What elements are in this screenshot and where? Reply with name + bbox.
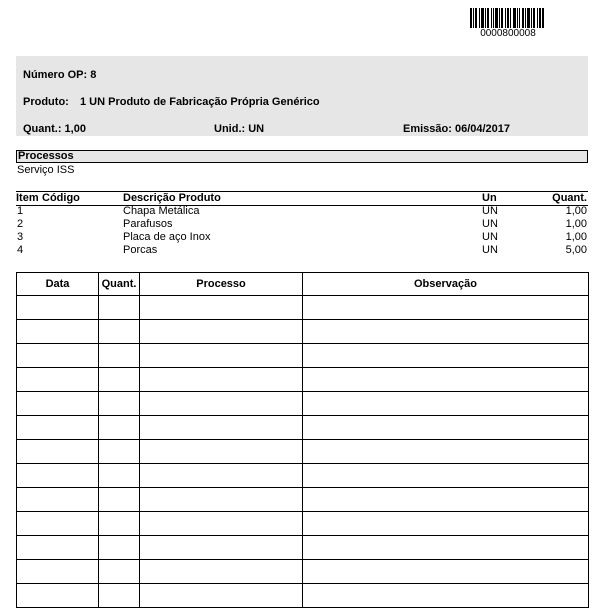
table-row: [17, 584, 589, 608]
item-number: 4: [17, 244, 24, 256]
cell-data: [17, 368, 99, 392]
table-row: [17, 392, 589, 416]
item-descricao: Chapa Metálica: [123, 205, 200, 217]
col-codigo: Código: [42, 192, 80, 204]
cell-data: [17, 512, 99, 536]
col-descricao: Descrição Produto: [123, 192, 221, 204]
items-table-header: [16, 191, 588, 206]
table-row: [17, 416, 589, 440]
cell-processo: [140, 536, 303, 560]
col-item: Item: [16, 192, 39, 204]
cell-processo: [140, 488, 303, 512]
item-quant: 1,00: [565, 205, 587, 217]
cell-quant: [99, 392, 140, 416]
cell-quant: [99, 488, 140, 512]
cell-data: [17, 488, 99, 512]
cell-observacao: [303, 512, 589, 536]
cell-observacao: [303, 416, 589, 440]
cell-processo: [140, 416, 303, 440]
item-quant: 5,00: [565, 244, 587, 256]
quantidade: Quant.: 1,00: [23, 123, 86, 135]
item-un: UN: [482, 231, 498, 243]
item-un: UN: [482, 218, 498, 230]
col-observacao: Observação: [303, 273, 589, 296]
barcode-image: [470, 8, 544, 28]
unidade: Unid.: UN: [214, 123, 265, 135]
cell-processo: [140, 440, 303, 464]
cell-observacao: [303, 440, 589, 464]
order-header: [16, 56, 588, 136]
cell-processo: [140, 560, 303, 584]
table-row: [17, 296, 589, 320]
table-row: [17, 512, 589, 536]
table-row: [17, 488, 589, 512]
cell-quant: [99, 584, 140, 608]
table-row: [17, 560, 589, 584]
cell-quant: [99, 464, 140, 488]
cell-data: [17, 296, 99, 320]
cell-processo: [140, 344, 303, 368]
cell-observacao: [303, 368, 589, 392]
cell-processo: [140, 368, 303, 392]
cell-processo: [140, 512, 303, 536]
produto-label: Produto:: [23, 96, 69, 108]
table-row: [17, 464, 589, 488]
table-row: [17, 368, 589, 392]
item-quant: 1,00: [565, 231, 587, 243]
item-row: [16, 244, 588, 257]
service-name: Serviço ISS: [17, 164, 75, 176]
item-descricao: Placa de aço Inox: [123, 231, 211, 243]
cell-data: [17, 344, 99, 368]
cell-observacao: [303, 464, 589, 488]
emissao-date: Emissão: 06/04/2017: [403, 123, 511, 135]
cell-quant: [99, 416, 140, 440]
item-descricao: Parafusos: [123, 218, 173, 230]
cell-processo: [140, 320, 303, 344]
table-row: [17, 320, 589, 344]
item-row: [16, 205, 588, 218]
item-number: 3: [17, 231, 24, 243]
process-record-table: [16, 272, 589, 608]
table-row: [17, 440, 589, 464]
cell-quant: [99, 440, 140, 464]
item-row: [16, 218, 588, 231]
cell-data: [17, 536, 99, 560]
item-number: 1: [17, 205, 24, 217]
item-un: UN: [482, 244, 498, 256]
cell-quant: [99, 512, 140, 536]
cell-quant: [99, 296, 140, 320]
barcode-number: 0000800008: [480, 28, 536, 39]
col-quant: Quant.: [552, 192, 587, 204]
produto-value: 1 UN Produto de Fabricação Própria Genérico: [80, 96, 320, 108]
cell-observacao: [303, 584, 589, 608]
item-number: 2: [17, 218, 24, 230]
cell-observacao: [303, 560, 589, 584]
table-row: [17, 344, 589, 368]
cell-observacao: [303, 344, 589, 368]
cell-quant: [99, 344, 140, 368]
items-table-body: [16, 205, 588, 257]
cell-data: [17, 416, 99, 440]
cell-quant: [99, 536, 140, 560]
table-row: [17, 536, 589, 560]
cell-data: [17, 392, 99, 416]
item-un: UN: [482, 205, 498, 217]
cell-processo: [140, 392, 303, 416]
item-row: [16, 231, 588, 244]
col-processo: Processo: [140, 273, 303, 296]
numero-op: Número OP: 8: [23, 69, 97, 81]
cell-data: [17, 560, 99, 584]
col-data: Data: [17, 273, 99, 296]
cell-quant: [99, 368, 140, 392]
cell-processo: [140, 296, 303, 320]
col-un: Un: [482, 192, 497, 204]
cell-data: [17, 464, 99, 488]
cell-observacao: [303, 392, 589, 416]
cell-processo: [140, 464, 303, 488]
cell-data: [17, 320, 99, 344]
process-table-header: [17, 273, 589, 296]
processos-title: Processos: [18, 150, 74, 162]
cell-quant: [99, 560, 140, 584]
cell-observacao: [303, 488, 589, 512]
cell-data: [17, 440, 99, 464]
processos-section-bar: [16, 150, 588, 163]
cell-observacao: [303, 536, 589, 560]
cell-processo: [140, 584, 303, 608]
item-descricao: Porcas: [123, 244, 158, 256]
cell-observacao: [303, 296, 589, 320]
cell-data: [17, 584, 99, 608]
cell-quant: [99, 320, 140, 344]
cell-observacao: [303, 320, 589, 344]
col-quant: Quant.: [99, 273, 140, 296]
item-quant: 1,00: [565, 218, 587, 230]
